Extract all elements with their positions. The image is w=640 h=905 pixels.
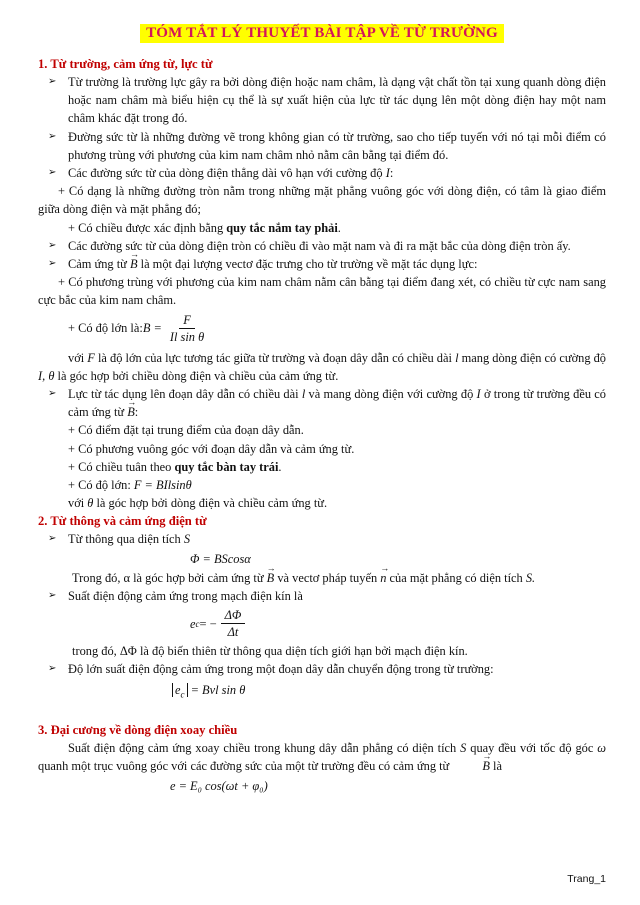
- section-3-heading: 3. Đại cương về dòng điện xoay chiều: [38, 722, 238, 737]
- formula-flux: Φ = BScosα: [190, 551, 251, 566]
- formula-ac-emf: e = E₀ cos(ωt + φ₀): [170, 779, 268, 794]
- bullet-item: ➢ Lực từ tác dụng lên đoạn dây dẫn có chiều dài l và mang dòng điện với cường độ I ở trong từ trường đều có cảm ứng từ → B:: [38, 385, 606, 421]
- arrow-bullet-icon: ➢: [48, 76, 57, 87]
- bullet-item: ➢ Các đường sức từ của dòng điện thẳng dài vô hạn với cường độ I:: [38, 164, 606, 182]
- arrow-bullet-icon: ➢: [48, 589, 57, 601]
- formula-motional-emf: $e_c$ = Bvl sin θ: [38, 678, 606, 706]
- bullet-item: ➢ Cảm ứng từ → B là một đại lượng vectơ đặc trưng cho từ trường về mặt tác dụng lực:: [38, 255, 606, 273]
- paragraph: Suất điện động cảm ứng xoay chiều trong khung dây dẫn phẳng có diện tích S quay đều với tốc độ góc ω quanh một trục vuông góc với các đường sức của một từ trường đều có cảm ứng từ → B là: [38, 739, 606, 775]
- page-number: Trang_1: [567, 873, 606, 885]
- arrow-bullet-icon: ➢: [48, 239, 57, 251]
- paragraph: + Có phương trùng với phương của kim nam châm nằm cân bằng tại điểm đang xét, có chiều từ cực nam sang cực bắc của kim nam châm.: [38, 275, 606, 308]
- paragraph: trong đó, ΔΦ là độ biến thiên từ thông qua diện tích giới hạn bởi mạch điện kín.: [72, 644, 468, 659]
- arrow-bullet-icon: ➢: [48, 258, 57, 270]
- bullet-item: ➢ Từ trường là trường lực gây ra bởi dòng điện hoặc nam châm, là dạng vật chất tồn tại xung quanh dòng điện hoặc nam châm mà biểu hiện cụ thể là sự xuất hiện của lực từ tác dụng lên một dòng điện hay một nam châm khác đặt trong đó.: [48, 75, 606, 126]
- page-title: TÓM TẮT LÝ THUYẾT BÀI TẬP VỀ TỪ TRƯỜNG: [140, 24, 504, 43]
- paragraph: + Có phương vuông góc với đoạn dây dẫn và cảm ứng từ.: [68, 441, 355, 456]
- bullet-item: ➢ Đường sức từ là những đường vẽ trong không gian có từ trường, sao cho tiếp tuyến với nó tại mỗi điểm có phương trùng với phương của kim nam châm nhỏ nằm cân bằng tại điểm đó.: [48, 129, 606, 162]
- section-1-heading: 1. Từ trường, cảm ứng từ, lực từ: [38, 57, 213, 71]
- paragraph: + Có chiều tuân theo quy tắc bàn tay trái.: [68, 459, 282, 474]
- document-page: [38, 24, 606, 797]
- arrow-bullet-icon: ➢: [48, 663, 57, 675]
- paragraph: + Có điểm đặt tại trung điểm của đoạn dây dẫn.: [68, 423, 304, 438]
- paragraph: với F là độ lớn của lực tương tác giữa từ trường và đoạn dây dẫn có chiều dài l mang dòng điện có cường độ I, θ là góc hợp bởi chiều dòng điện và chiều của cảm ứng từ.: [38, 350, 606, 383]
- bullet-item: ➢ Suất điện động cảm ứng trong mạch điện kín là: [38, 587, 606, 605]
- paragraph: + Có dạng là những đường tròn nằm trong những mặt phẳng vuông góc với dòng điện, có tâm là giao điểm giữa dòng điện và mặt phẳng đó;: [38, 184, 606, 217]
- bullet-item: ➢ Độ lớn suất điện động cảm ứng trong một đoạn dây dẫn chuyển động trong từ trường:: [38, 660, 606, 678]
- paragraph: + Có chiều được xác định bằng quy tắc nắm tay phải.: [68, 220, 341, 235]
- arrow-bullet-icon: ➢: [48, 167, 57, 179]
- arrow-bullet-icon: ➢: [48, 388, 57, 400]
- formula-emf: e c = − $\frac{\Delta\Phi}{\Delta t}$: [38, 607, 606, 640]
- paragraph: với θ là góc hợp bởi dòng điện và chiều cảm ứng từ.: [68, 496, 328, 511]
- formula-b: + Có độ lớn là: B = $\frac{F}{\text{Il sin θ}}$: [68, 312, 205, 344]
- arrow-bullet-icon: ➢: [48, 533, 57, 545]
- paragraph: + Có độ lớn: F = BIlsinθ: [68, 478, 192, 493]
- arrow-bullet-icon: ➢: [48, 130, 57, 142]
- paragraph: Trong đó, α là góc hợp bởi cảm ứng từ → B và vectơ pháp tuyến → n của mặt phẳng có diện tích S.: [38, 569, 606, 587]
- bullet-item: ➢ Các đường sức từ của dòng điện tròn có chiều đi vào mặt nam và đi ra mặt bắc của dòng điện tròn ấy.: [38, 237, 606, 255]
- section-2-heading: 2. Từ thông và cảm ứng điện từ: [38, 514, 207, 529]
- bullet-item: ➢ Từ thông qua diện tích S: [38, 530, 606, 548]
